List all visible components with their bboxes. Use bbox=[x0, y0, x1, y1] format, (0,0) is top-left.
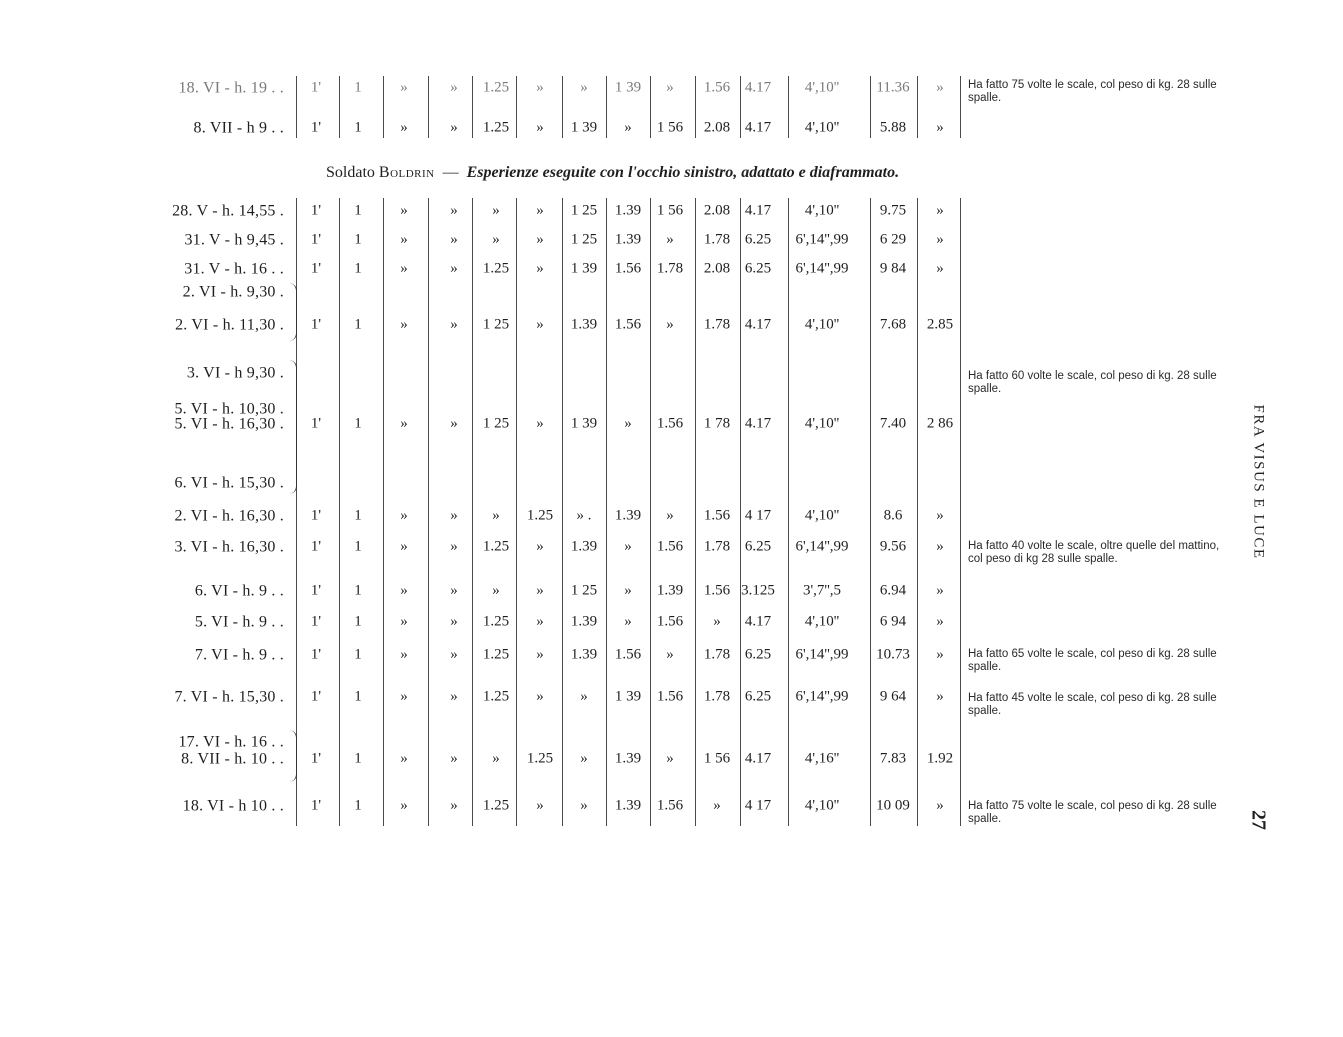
brace-group-1 bbox=[289, 283, 297, 341]
top-column-rule bbox=[650, 76, 651, 138]
table-cell-col-i: 4 17 bbox=[744, 507, 772, 524]
table-cell-col-d: » bbox=[536, 260, 544, 277]
table-cell-col-h: 1.56 bbox=[703, 507, 731, 524]
table-cell-date-time: 2. VI - h. 9,30 . bbox=[182, 283, 284, 301]
table-cell-time: 1' bbox=[310, 415, 322, 432]
table-cell-col-a: » bbox=[400, 797, 408, 814]
table-cell-date-time: 31. V - h 9,45 . bbox=[184, 231, 284, 249]
table-cell-col-k: 6.94 bbox=[879, 582, 907, 599]
table-cell-col-g: » bbox=[666, 646, 674, 663]
top-column-rule bbox=[740, 76, 741, 138]
table-cell-col-l: » bbox=[936, 538, 944, 555]
table-cell-col-g: 1.39 bbox=[656, 582, 684, 599]
table-cell-col-l: » bbox=[936, 646, 944, 663]
table-cell-col-h: » bbox=[713, 797, 721, 814]
table-cell-col-e: 1.39 bbox=[570, 538, 598, 555]
table-cell-col-l: » bbox=[936, 797, 944, 814]
table-cell-col-c: » bbox=[492, 202, 500, 219]
table-cell-col-d: » bbox=[536, 688, 544, 705]
table-cell-date-time: 3. VI - h 9,30 . bbox=[186, 364, 284, 382]
table-cell-col-e: 1 25 bbox=[570, 582, 598, 599]
top-table-cell-col-c: 1.25 bbox=[482, 119, 510, 136]
table-cell-col-i: 6.25 bbox=[744, 231, 772, 248]
table-cell-col-d: » bbox=[536, 646, 544, 663]
note-1: Ha fatto 60 volte le scale, col peso di kg. 28 sulle spalle. bbox=[968, 370, 1217, 395]
column-rule bbox=[788, 198, 789, 826]
table-cell-time: 1' bbox=[310, 538, 322, 555]
table-cell-col-e: 1.39 bbox=[570, 316, 598, 333]
table-cell-time: 1' bbox=[310, 316, 322, 333]
table-cell-col-l: » bbox=[936, 260, 944, 277]
table-cell-col-c: 1 25 bbox=[482, 415, 510, 432]
table-cell-col-a: » bbox=[400, 688, 408, 705]
table-cell-col-k: 10.73 bbox=[876, 646, 910, 663]
table-cell-date-time: 5. VI - h. 9 . . bbox=[194, 613, 284, 631]
note-top: Ha fatto 75 volte le scale, col peso di kg. 28 sulle spalle. bbox=[968, 79, 1217, 104]
table-cell-col-a: » bbox=[400, 582, 408, 599]
running-head: FRA VISUS E LUCE bbox=[1250, 404, 1267, 560]
soldier-name: Boldrin bbox=[378, 164, 435, 181]
top-table-cell-col-f: » bbox=[624, 119, 632, 136]
table-cell-col-f: 1.56 bbox=[614, 646, 642, 663]
table-cell-col-k: 8.6 bbox=[883, 507, 903, 524]
top-table-cell-col-i: 4.17 bbox=[744, 79, 772, 96]
table-cell-col-c: 1.25 bbox=[482, 538, 510, 555]
table-cell-exp-count: 1 bbox=[354, 316, 362, 333]
table-cell-date-time: 5. VI - h. 16,30 . bbox=[174, 415, 284, 433]
top-column-rule bbox=[960, 76, 961, 138]
table-cell-time: 1' bbox=[310, 202, 322, 219]
table-cell-time: 1' bbox=[310, 688, 322, 705]
table-cell-col-b: » bbox=[450, 688, 458, 705]
note-2: Ha fatto 40 volte le scale, oltre quelle del mattino, col peso di kg 28 sulle spalle. bbox=[968, 540, 1220, 565]
table-cell-col-k: 10 09 bbox=[876, 797, 910, 814]
column-rule bbox=[650, 198, 651, 826]
table-cell-col-l: » bbox=[936, 202, 944, 219]
table-cell-col-j: 6',14'',99 bbox=[795, 260, 849, 277]
table-cell-col-b: » bbox=[450, 415, 458, 432]
top-table-cell-col-a: » bbox=[400, 119, 408, 136]
table-cell-col-a: » bbox=[400, 750, 408, 767]
table-cell-col-b: » bbox=[450, 797, 458, 814]
top-table-cell-col-d: » bbox=[536, 79, 544, 96]
table-cell-col-c: 1.25 bbox=[482, 797, 510, 814]
table-cell-col-f: 1.39 bbox=[614, 797, 642, 814]
table-cell-col-j: 6',14'',99 bbox=[795, 646, 849, 663]
top-table-cell-exp-count: 1 bbox=[354, 79, 362, 96]
page-number: 27 bbox=[1247, 810, 1270, 830]
table-cell-col-d: » bbox=[536, 538, 544, 555]
table-cell-col-k: 9 84 bbox=[879, 260, 907, 277]
column-rule bbox=[960, 198, 961, 826]
table-cell-date-time: 3. VI - h. 16,30 . bbox=[174, 538, 284, 556]
top-table-cell-col-i: 4.17 bbox=[744, 119, 772, 136]
table-cell-col-h: 1.78 bbox=[703, 538, 731, 555]
table-cell-col-k: 7.68 bbox=[879, 316, 907, 333]
table-cell-col-a: » bbox=[400, 316, 408, 333]
top-table-cell-col-b: » bbox=[450, 79, 458, 96]
table-cell-col-i: 6.25 bbox=[744, 688, 772, 705]
table-cell-col-i: 6.25 bbox=[744, 646, 772, 663]
table-cell-col-c: » bbox=[492, 231, 500, 248]
table-cell-col-i: 4.17 bbox=[744, 316, 772, 333]
table-cell-col-f: 1.56 bbox=[614, 260, 642, 277]
table-cell-col-l: 2.85 bbox=[926, 316, 954, 333]
top-table-cell-col-l: » bbox=[936, 119, 944, 136]
column-rule bbox=[917, 198, 918, 826]
column-rule bbox=[472, 198, 473, 826]
column-rule bbox=[606, 198, 607, 826]
table-cell-col-a: » bbox=[400, 202, 408, 219]
table-cell-col-g: 1.56 bbox=[656, 613, 684, 630]
top-table-cell-date-time: 18. VI - h. 19 . . bbox=[178, 79, 284, 97]
note-5: Ha fatto 75 volte le scale, col peso di kg. 28 sulle spalle. bbox=[968, 800, 1217, 825]
table-cell-col-a: » bbox=[400, 538, 408, 555]
top-table-cell-col-h: 1.56 bbox=[703, 79, 731, 96]
table-cell-col-d: » bbox=[536, 415, 544, 432]
table-cell-col-b: » bbox=[450, 538, 458, 555]
table-cell-col-b: » bbox=[450, 260, 458, 277]
table-cell-col-g: » bbox=[666, 231, 674, 248]
table-cell-date-time: 6. VI - h. 15,30 . bbox=[174, 474, 284, 492]
table-cell-col-c: » bbox=[492, 582, 500, 599]
table-cell-exp-count: 1 bbox=[354, 538, 362, 555]
experiment-description: Esperienze eseguite con l'occhio sinistro, adattato e diaframmato. bbox=[466, 164, 900, 181]
table-cell-col-h: 1.78 bbox=[703, 231, 731, 248]
table-cell-col-b: » bbox=[450, 316, 458, 333]
table-cell-col-f: » bbox=[624, 415, 632, 432]
table-cell-col-g: 1.78 bbox=[656, 260, 684, 277]
table-cell-col-b: » bbox=[450, 613, 458, 630]
table-cell-col-d: » bbox=[536, 202, 544, 219]
top-table-cell-col-g: » bbox=[666, 79, 674, 96]
table-cell-col-l: » bbox=[936, 688, 944, 705]
top-table-cell-date-time: 8. VII - h 9 . . bbox=[193, 119, 284, 137]
top-table-cell-col-k: 5.88 bbox=[879, 119, 907, 136]
table-cell-col-j: 4',16'' bbox=[804, 750, 840, 767]
table-cell-col-e: 1.39 bbox=[570, 613, 598, 630]
table-cell-col-i: 4.17 bbox=[744, 415, 772, 432]
table-cell-col-j: 6',14'',99 bbox=[795, 688, 849, 705]
table-cell-col-j: 3',7'',5 bbox=[802, 582, 842, 599]
table-cell-col-a: » bbox=[400, 507, 408, 524]
table-cell-exp-count: 1 bbox=[354, 750, 362, 767]
table-cell-col-d: » bbox=[536, 231, 544, 248]
top-column-rule bbox=[339, 76, 340, 138]
table-cell-date-time: 17. VI - h. 16 . . bbox=[178, 733, 284, 751]
table-cell-col-b: » bbox=[450, 646, 458, 663]
table-cell-time: 1' bbox=[310, 797, 322, 814]
top-column-rule bbox=[383, 76, 384, 138]
top-table-cell-exp-count: 1 bbox=[354, 119, 362, 136]
table-cell-col-k: 6 29 bbox=[879, 231, 907, 248]
table-cell-date-time: 31. V - h. 16 . . bbox=[184, 260, 284, 278]
table-cell-time: 1' bbox=[310, 231, 322, 248]
top-table-cell-col-h: 2.08 bbox=[703, 119, 731, 136]
table-cell-col-d: 1.25 bbox=[526, 750, 554, 767]
table-cell-col-f: 1.56 bbox=[614, 316, 642, 333]
table-cell-time: 1' bbox=[310, 613, 322, 630]
table-cell-col-g: 1 56 bbox=[656, 202, 684, 219]
table-cell-col-f: 1 39 bbox=[614, 688, 642, 705]
table-cell-col-e: 1 25 bbox=[570, 202, 598, 219]
table-cell-col-e: 1.39 bbox=[570, 646, 598, 663]
top-table-cell-col-f: 1 39 bbox=[614, 79, 642, 96]
top-column-rule bbox=[606, 76, 607, 138]
table-cell-col-k: 6 94 bbox=[879, 613, 907, 630]
table-cell-col-d: » bbox=[536, 797, 544, 814]
table-cell-col-j: 4',10'' bbox=[804, 507, 840, 524]
table-cell-col-e: » bbox=[580, 750, 588, 767]
table-cell-col-j: 4',10'' bbox=[804, 613, 840, 630]
top-column-rule bbox=[472, 76, 473, 138]
note-3: Ha fatto 65 volte le scale, col peso di kg. 28 sulle spalle. bbox=[968, 648, 1217, 673]
table-cell-col-a: » bbox=[400, 260, 408, 277]
table-cell-col-j: 4',10'' bbox=[804, 202, 840, 219]
table-cell-exp-count: 1 bbox=[354, 688, 362, 705]
column-rule bbox=[516, 198, 517, 826]
table-cell-col-f: 1.39 bbox=[614, 202, 642, 219]
top-table-cell-col-g: 1 56 bbox=[656, 119, 684, 136]
table-cell-col-e: 1 25 bbox=[570, 231, 598, 248]
table-cell-col-f: 1.39 bbox=[614, 750, 642, 767]
table-cell-col-k: 9 64 bbox=[879, 688, 907, 705]
table-cell-col-b: » bbox=[450, 202, 458, 219]
table-cell-col-l: » bbox=[936, 613, 944, 630]
table-cell-col-e: 1 39 bbox=[570, 415, 598, 432]
table-cell-col-k: 7.83 bbox=[879, 750, 907, 767]
top-table-cell-col-a: » bbox=[400, 79, 408, 96]
table-cell-col-i: 6.25 bbox=[744, 538, 772, 555]
table-cell-col-f: 1.39 bbox=[614, 231, 642, 248]
table-cell-col-i: 4.17 bbox=[744, 613, 772, 630]
top-column-rule bbox=[428, 76, 429, 138]
table-cell-time: 1' bbox=[310, 646, 322, 663]
column-rule bbox=[740, 198, 741, 826]
top-table-cell-col-l: » bbox=[936, 79, 944, 96]
table-cell-col-h: 2.08 bbox=[703, 260, 731, 277]
top-column-rule bbox=[516, 76, 517, 138]
table-cell-col-f: » bbox=[624, 538, 632, 555]
top-column-rule bbox=[788, 76, 789, 138]
table-cell-col-h: 1.78 bbox=[703, 316, 731, 333]
table-cell-col-h: 1 78 bbox=[703, 415, 731, 432]
table-cell-exp-count: 1 bbox=[354, 797, 362, 814]
table-cell-col-a: » bbox=[400, 231, 408, 248]
section-heading bbox=[326, 163, 899, 183]
brace-group-2 bbox=[289, 360, 297, 494]
table-cell-col-l: 2 86 bbox=[926, 415, 954, 432]
table-cell-col-g: 1.56 bbox=[656, 538, 684, 555]
table-cell-col-g: 1.56 bbox=[656, 415, 684, 432]
table-cell-date-time: 6. VI - h. 9 . . bbox=[194, 582, 284, 600]
table-cell-col-l: » bbox=[936, 507, 944, 524]
table-cell-col-c: 1.25 bbox=[482, 646, 510, 663]
table-cell-col-e: » . bbox=[576, 507, 592, 524]
table-cell-col-c: » bbox=[492, 507, 500, 524]
top-table-cell-col-c: 1.25 bbox=[482, 79, 510, 96]
table-cell-col-a: » bbox=[400, 613, 408, 630]
table-cell-date-time: 2. VI - h. 11,30 . bbox=[175, 316, 284, 334]
column-rule bbox=[339, 198, 340, 826]
table-cell-date-time: 18. VI - h 10 . . bbox=[182, 797, 284, 815]
table-cell-time: 1' bbox=[310, 260, 322, 277]
top-table-cell-col-k: 11.36 bbox=[876, 79, 910, 96]
table-cell-col-b: » bbox=[450, 582, 458, 599]
table-cell-date-time: 7. VI - h. 9 . . bbox=[194, 646, 284, 664]
table-cell-col-i: 6.25 bbox=[744, 260, 772, 277]
table-cell-col-h: 1.78 bbox=[703, 646, 731, 663]
top-column-rule bbox=[695, 76, 696, 138]
table-cell-col-i: 4 17 bbox=[744, 797, 772, 814]
heading-dash: — bbox=[442, 164, 459, 181]
table-cell-exp-count: 1 bbox=[354, 646, 362, 663]
table-cell-col-h: 1.78 bbox=[703, 688, 731, 705]
table-cell-col-k: 9.56 bbox=[879, 538, 907, 555]
table-cell-col-g: » bbox=[666, 316, 674, 333]
column-rule bbox=[695, 198, 696, 826]
table-cell-col-e: 1 39 bbox=[570, 260, 598, 277]
top-table-cell-col-b: » bbox=[450, 119, 458, 136]
table-cell-exp-count: 1 bbox=[354, 231, 362, 248]
table-cell-exp-count: 1 bbox=[354, 507, 362, 524]
table-cell-col-a: » bbox=[400, 646, 408, 663]
table-cell-col-g: » bbox=[666, 507, 674, 524]
table-cell-col-f: 1.39 bbox=[614, 507, 642, 524]
top-table-cell-col-e: 1 39 bbox=[570, 119, 598, 136]
table-cell-exp-count: 1 bbox=[354, 202, 362, 219]
table-cell-col-j: 4',10'' bbox=[804, 415, 840, 432]
table-cell-exp-count: 1 bbox=[354, 582, 362, 599]
column-rule bbox=[870, 198, 871, 826]
table-cell-col-l: » bbox=[936, 231, 944, 248]
top-table-cell-col-j: 4',10'' bbox=[804, 119, 840, 136]
table-cell-col-h: 1.56 bbox=[703, 582, 731, 599]
table-cell-col-j: 6',14'',99 bbox=[795, 538, 849, 555]
table-cell-exp-count: 1 bbox=[354, 260, 362, 277]
table-cell-col-g: 1.56 bbox=[656, 797, 684, 814]
table-cell-col-i: 3.125 bbox=[741, 582, 775, 599]
table-cell-col-g: 1.56 bbox=[656, 688, 684, 705]
table-cell-time: 1' bbox=[310, 582, 322, 599]
table-cell-date-time: 8. VII - h. 10 . . bbox=[181, 750, 284, 768]
table-cell-col-k: 7.40 bbox=[879, 415, 907, 432]
table-cell-col-e: » bbox=[580, 797, 588, 814]
top-column-rule bbox=[917, 76, 918, 138]
table-cell-time: 1' bbox=[310, 750, 322, 767]
table-cell-col-d: » bbox=[536, 613, 544, 630]
column-rule bbox=[383, 198, 384, 826]
column-rule bbox=[562, 198, 563, 826]
note-4: Ha fatto 45 volte le scale, col peso di kg. 28 sulle spalle. bbox=[968, 692, 1217, 717]
table-cell-col-h: 1 56 bbox=[703, 750, 731, 767]
table-cell-col-j: 4',10'' bbox=[804, 797, 840, 814]
table-cell-col-c: 1.25 bbox=[482, 260, 510, 277]
table-cell-col-f: » bbox=[624, 582, 632, 599]
table-cell-col-i: 4.17 bbox=[744, 750, 772, 767]
top-column-rule bbox=[870, 76, 871, 138]
table-cell-date-time: 5. VI - h. 10,30 . bbox=[174, 400, 284, 418]
top-table-cell-col-j: 4',10'' bbox=[804, 79, 840, 96]
brace-group-3 bbox=[289, 730, 297, 782]
table-cell-date-time: 7. VI - h. 15,30 . bbox=[174, 688, 284, 706]
heading-prefix: Soldato bbox=[326, 164, 375, 181]
table-cell-col-d: » bbox=[536, 582, 544, 599]
table-cell-col-l: 1.92 bbox=[926, 750, 954, 767]
table-cell-exp-count: 1 bbox=[354, 415, 362, 432]
table-cell-col-c: 1 25 bbox=[482, 316, 510, 333]
table-cell-col-i: 4.17 bbox=[744, 202, 772, 219]
table-cell-col-h: 2.08 bbox=[703, 202, 731, 219]
table-cell-col-d: 1.25 bbox=[526, 507, 554, 524]
table-cell-col-j: 4',10'' bbox=[804, 316, 840, 333]
top-column-rule bbox=[296, 76, 297, 138]
table-cell-time: 1' bbox=[310, 507, 322, 524]
table-cell-col-a: » bbox=[400, 415, 408, 432]
table-cell-date-time: 2. VI - h. 16,30 . bbox=[174, 507, 284, 525]
table-cell-col-c: 1.25 bbox=[482, 688, 510, 705]
table-cell-col-l: » bbox=[936, 582, 944, 599]
table-cell-col-c: 1.25 bbox=[482, 613, 510, 630]
table-cell-col-f: » bbox=[624, 613, 632, 630]
table-cell-col-b: » bbox=[450, 507, 458, 524]
top-table-cell-col-e: » bbox=[580, 79, 588, 96]
table-cell-col-b: » bbox=[450, 231, 458, 248]
top-table-cell-time: 1' bbox=[310, 119, 322, 136]
table-cell-col-d: » bbox=[536, 316, 544, 333]
table-cell-col-h: » bbox=[713, 613, 721, 630]
table-cell-col-g: » bbox=[666, 750, 674, 767]
table-cell-date-time: 28. V - h. 14,55 . bbox=[172, 202, 284, 220]
table-cell-col-e: » bbox=[580, 688, 588, 705]
top-table-cell-col-d: » bbox=[536, 119, 544, 136]
top-table-cell-time: 1' bbox=[310, 79, 322, 96]
table-cell-col-j: 6',14'',99 bbox=[795, 231, 849, 248]
top-column-rule bbox=[562, 76, 563, 138]
table-cell-col-c: » bbox=[492, 750, 500, 767]
table-cell-col-k: 9.75 bbox=[879, 202, 907, 219]
table-cell-exp-count: 1 bbox=[354, 613, 362, 630]
table-cell-col-b: » bbox=[450, 750, 458, 767]
column-rule bbox=[428, 198, 429, 826]
